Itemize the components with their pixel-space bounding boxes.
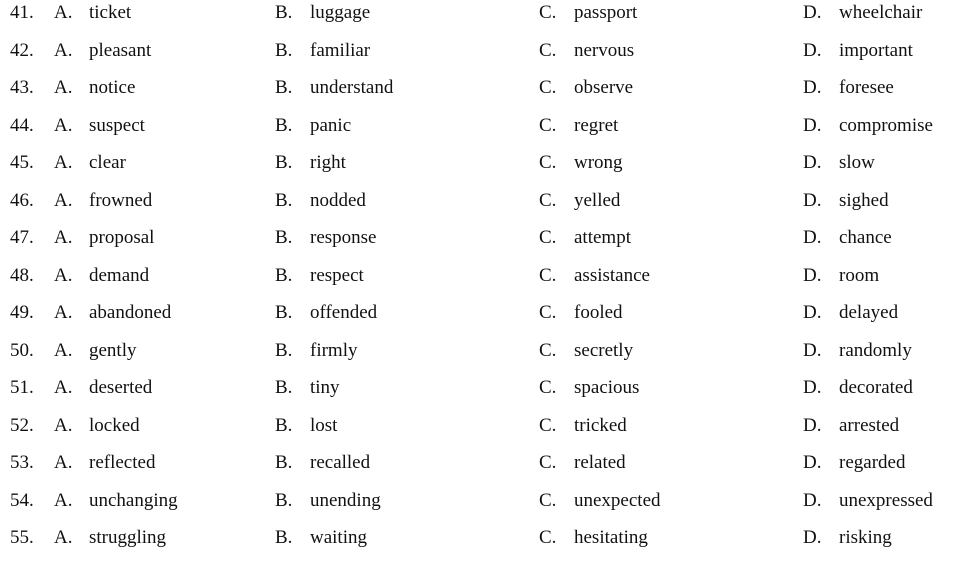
option-letter-b: B. xyxy=(275,414,293,436)
question-row xyxy=(0,525,953,562)
option-text-d: risking xyxy=(839,527,892,548)
option-letter-a: A. xyxy=(54,377,73,398)
option-letter-c: C. xyxy=(539,452,557,473)
option-letter-b: B. xyxy=(275,264,293,286)
option-letter-a: A. xyxy=(54,114,73,136)
question-number: 44. xyxy=(10,114,34,136)
option-letter-c: C. xyxy=(539,264,557,286)
question-row xyxy=(0,188,953,225)
option-letter-c: C. xyxy=(539,77,557,98)
option-text-d: important xyxy=(839,39,913,61)
option-text-a: frowned xyxy=(89,189,153,211)
question-row xyxy=(0,300,953,337)
option-letter-b: B. xyxy=(275,189,293,211)
option-letter-d: D. xyxy=(803,377,822,398)
option-letter-d: D. xyxy=(803,414,822,436)
option-text-c: secretly xyxy=(574,339,634,361)
option-text-b: respect xyxy=(310,264,364,286)
option-letter-c: C. xyxy=(539,39,557,61)
option-letter-c: C. xyxy=(539,152,557,173)
question-row xyxy=(0,225,953,262)
option-text-b: lost xyxy=(310,414,338,436)
option-letter-c: C. xyxy=(539,227,557,248)
option-text-b: familiar xyxy=(310,39,371,61)
option-text-d: unexpressed xyxy=(839,489,933,511)
question-number: 55. xyxy=(10,527,34,548)
option-text-b: luggage xyxy=(310,2,371,23)
question-row xyxy=(0,75,953,112)
option-text-d: arrested xyxy=(839,414,900,436)
option-letter-d: D. xyxy=(803,152,822,173)
question-row xyxy=(0,113,953,150)
option-text-a: struggling xyxy=(89,527,167,548)
option-text-b: understand xyxy=(310,77,394,98)
option-letter-c: C. xyxy=(539,489,557,511)
option-letter-b: B. xyxy=(275,339,293,361)
option-text-d: delayed xyxy=(839,302,899,323)
option-letter-b: B. xyxy=(275,377,293,398)
option-text-d: sighed xyxy=(839,189,889,211)
question-row xyxy=(0,338,953,375)
option-letter-c: C. xyxy=(539,302,557,323)
option-letter-b: B. xyxy=(275,489,293,511)
question-number: 51. xyxy=(10,377,34,398)
option-letter-b: B. xyxy=(275,527,293,548)
question-row xyxy=(0,38,953,75)
option-text-d: chance xyxy=(839,227,892,248)
option-text-c: nervous xyxy=(574,39,635,61)
option-text-c: yelled xyxy=(574,189,621,211)
option-text-d: foresee xyxy=(839,77,894,98)
option-letter-d: D. xyxy=(803,39,822,61)
option-letter-b: B. xyxy=(275,302,293,323)
option-text-b: waiting xyxy=(310,527,367,548)
option-text-b: right xyxy=(310,152,346,173)
option-letter-a: A. xyxy=(54,2,73,23)
option-letter-b: B. xyxy=(275,152,293,173)
option-letter-c: C. xyxy=(539,377,557,398)
question-number: 49. xyxy=(10,302,34,323)
question-row xyxy=(0,150,953,187)
option-letter-d: D. xyxy=(803,527,822,548)
option-letter-a: A. xyxy=(54,302,73,323)
option-letter-a: A. xyxy=(54,39,73,61)
option-text-b: panic xyxy=(310,114,352,136)
option-text-c: observe xyxy=(574,77,634,98)
option-letter-c: C. xyxy=(539,527,557,548)
option-letter-a: A. xyxy=(54,452,73,473)
option-letter-b: B. xyxy=(275,2,293,23)
option-letter-c: C. xyxy=(539,114,557,136)
question-number: 48. xyxy=(10,264,34,286)
option-letter-a: A. xyxy=(54,152,73,173)
option-letter-a: A. xyxy=(54,414,73,436)
option-text-b: tiny xyxy=(310,377,340,398)
option-text-a: clear xyxy=(89,152,126,173)
option-text-a: ticket xyxy=(89,2,132,23)
option-letter-d: D. xyxy=(803,2,822,23)
option-text-c: hesitating xyxy=(574,527,648,548)
question-row xyxy=(0,0,953,37)
option-text-c: wrong xyxy=(574,152,623,173)
option-text-a: proposal xyxy=(89,227,155,248)
option-letter-a: A. xyxy=(54,227,73,248)
question-number: 50. xyxy=(10,339,34,361)
question-number: 46. xyxy=(10,189,34,211)
option-text-d: decorated xyxy=(839,377,913,398)
option-text-d: randomly xyxy=(839,339,912,361)
option-text-a: abandoned xyxy=(89,302,172,323)
question-number: 52. xyxy=(10,414,34,436)
option-letter-c: C. xyxy=(539,414,557,436)
option-text-a: pleasant xyxy=(89,39,152,61)
option-text-a: deserted xyxy=(89,377,153,398)
option-text-c: attempt xyxy=(574,227,631,248)
option-letter-c: C. xyxy=(539,2,557,23)
option-text-c: related xyxy=(574,452,626,473)
option-letter-b: B. xyxy=(275,77,293,98)
option-text-c: assistance xyxy=(574,264,650,286)
option-letter-a: A. xyxy=(54,339,73,361)
option-text-b: offended xyxy=(310,302,378,323)
question-number: 41. xyxy=(10,2,34,23)
question-row xyxy=(0,450,953,487)
question-number: 54. xyxy=(10,489,34,511)
option-text-a: suspect xyxy=(89,114,145,136)
option-letter-c: C. xyxy=(539,339,557,361)
question-number: 42. xyxy=(10,39,34,61)
option-letter-b: B. xyxy=(275,114,293,136)
option-text-a: gently xyxy=(89,339,137,361)
question-row xyxy=(0,263,953,300)
option-text-a: notice xyxy=(89,77,136,98)
option-text-c: tricked xyxy=(574,414,627,436)
option-text-b: unending xyxy=(310,489,381,511)
option-text-a: unchanging xyxy=(89,489,178,511)
option-letter-a: A. xyxy=(54,527,73,548)
option-letter-d: D. xyxy=(803,77,822,98)
question-row xyxy=(0,488,953,525)
question-number: 43. xyxy=(10,77,34,98)
option-letter-d: D. xyxy=(803,264,822,286)
question-number: 45. xyxy=(10,152,34,173)
option-text-d: wheelchair xyxy=(839,2,923,23)
option-letter-d: D. xyxy=(803,452,822,473)
option-letter-d: D. xyxy=(803,114,822,136)
question-number: 53. xyxy=(10,452,34,473)
option-text-a: demand xyxy=(89,264,150,286)
question-row xyxy=(0,375,953,412)
option-text-c: fooled xyxy=(574,302,623,323)
option-letter-b: B. xyxy=(275,227,293,248)
option-text-a: reflected xyxy=(89,452,156,473)
option-letter-c: C. xyxy=(539,189,557,211)
option-text-d: compromise xyxy=(839,114,933,136)
option-letter-a: A. xyxy=(54,489,73,511)
option-text-b: firmly xyxy=(310,339,358,361)
option-letter-d: D. xyxy=(803,489,822,511)
question-row xyxy=(0,413,953,450)
option-letter-a: A. xyxy=(54,264,73,286)
option-letter-b: B. xyxy=(275,452,293,473)
option-letter-b: B. xyxy=(275,39,293,61)
option-text-b: nodded xyxy=(310,189,366,211)
option-text-c: regret xyxy=(574,114,619,136)
option-letter-d: D. xyxy=(803,227,822,248)
option-text-d: room xyxy=(839,264,880,286)
option-letter-d: D. xyxy=(803,189,822,211)
option-text-b: response xyxy=(310,227,377,248)
question-number: 47. xyxy=(10,227,34,248)
option-text-c: passport xyxy=(574,2,638,23)
option-letter-d: D. xyxy=(803,339,822,361)
option-letter-a: A. xyxy=(54,189,73,211)
option-text-d: slow xyxy=(839,152,875,173)
option-text-d: regarded xyxy=(839,452,906,473)
option-text-a: locked xyxy=(89,414,140,436)
option-letter-a: A. xyxy=(54,77,73,98)
option-text-b: recalled xyxy=(310,452,371,473)
option-text-c: spacious xyxy=(574,377,640,398)
option-text-c: unexpected xyxy=(574,489,661,511)
option-letter-d: D. xyxy=(803,302,822,323)
